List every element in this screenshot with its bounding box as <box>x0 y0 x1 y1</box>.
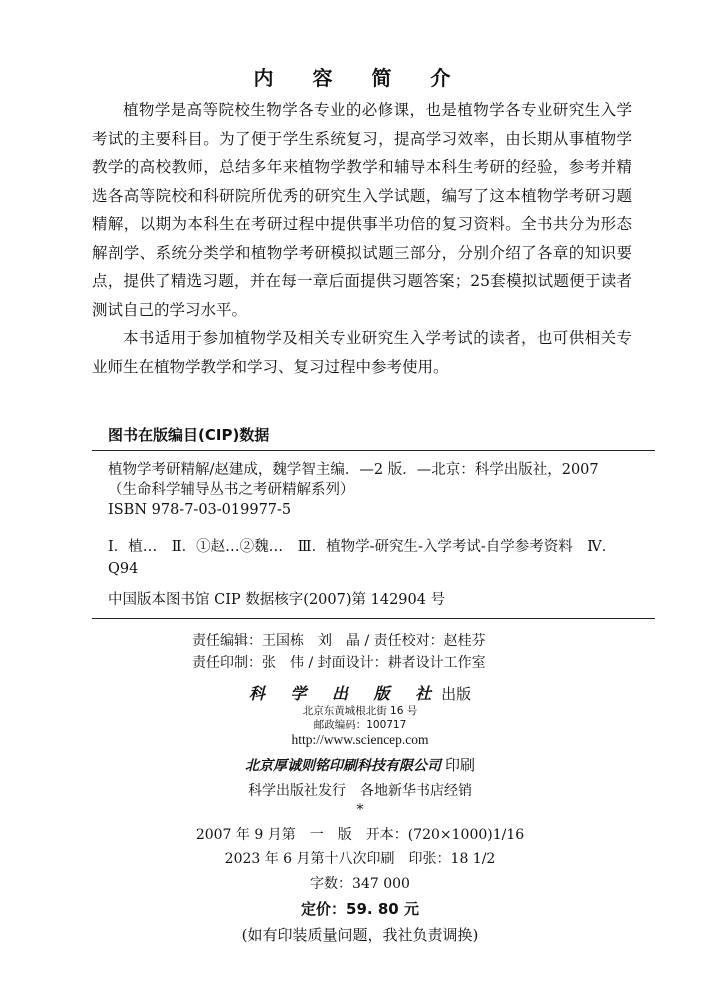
intro-paragraph-2: 本书适用于参加植物学及相关专业研究生入学考试的读者，也可供相关专业师生在植物学教学和学习、复习过程中参考使用。 <box>92 329 632 376</box>
price: 定价：59. 80 元 <box>301 900 419 918</box>
publisher-postcode: 邮政编码：100717 <box>313 719 407 731</box>
intro-title: 内 容 简 介 <box>253 66 467 90</box>
printer-suffix: 印刷 <box>444 756 475 774</box>
cip-record-line-1: 植物学考研精解/赵建成，魏学智主编．—2 版．—北京：科学出版社，2007 <box>108 462 599 478</box>
publisher-suffix: 出版 <box>441 685 472 703</box>
intro-paragraph-1: 植物学是高等院校生物学各专业的必修课，也是植物学各专业研究生入学考试的主要科目。为了便于学生系统复习，提高学习效率，由长期从事植物学教学的高校教师，总结多年来植物学教学和辅导本科生考研的经验，参考并精选各高等院校和科研院所优秀的研究生入学试题，编写了这本植物学考研习题精解，以期为本科生在考研过程中提供事半功倍的复习资料。全书共分为形态解剖学、系统分类学和植物学考研模拟试题三部分，分别介绍了各章的知识要点，提供了精选习题，并在每一章后面提供习题答案；25套模拟试题便于读者测试自己的学习水平。 <box>92 101 632 319</box>
publisher-url: http://www.sciencep.com <box>291 732 429 747</box>
printer-name: 北京厚诚则铭印刷科技有限公司 <box>244 758 441 774</box>
cip-record-line-2: （生命科学辅导丛书之考研精解系列） <box>108 482 355 498</box>
credits-line-1: 责任编辑：王国栋 刘 晶 / 责任校对：赵桂芬 <box>192 633 486 649</box>
printer-line <box>0 754 720 775</box>
publisher-address: 北京东黄城根北街 16 号 <box>302 705 418 717</box>
cip-top-rule <box>92 450 655 451</box>
publisher-name: 科 学 出 版 社 <box>248 684 442 703</box>
cip-heading: 图书在版编目(CIP)数据 <box>108 426 270 444</box>
credits-line-2: 责任印制：张 伟 / 封面设计：耕者设计工作室 <box>192 655 486 671</box>
cip-classification: Ⅰ．植… Ⅱ．①赵…②魏… Ⅲ．植物学-研究生-入学考试-自学参考资料 Ⅳ．Q94 <box>108 539 617 577</box>
cip-isbn: ISBN 978-7-03-019977-5 <box>108 502 292 518</box>
separator-asterisk: * <box>356 802 364 818</box>
intro-body <box>92 96 632 381</box>
cip-number: 中国版本图书馆 CIP 数据核字(2007)第 142904 号 <box>108 592 446 608</box>
cip-bottom-rule <box>92 618 655 619</box>
cip-record <box>108 460 628 520</box>
edition-line: 2007 年 9 月第 一 版 开本：(720×1000)1/16 <box>195 827 525 843</box>
distribution-line: 科学出版社发行 各地新华书店经销 <box>248 783 472 799</box>
word-count: 字数：347 000 <box>310 876 410 892</box>
publisher-line <box>0 681 720 704</box>
quality-notice: (如有印装质量问题，我社负责调换) <box>241 926 479 944</box>
printing-line: 2023 年 6 月第十八次印刷 印张：18 1/2 <box>224 851 496 867</box>
